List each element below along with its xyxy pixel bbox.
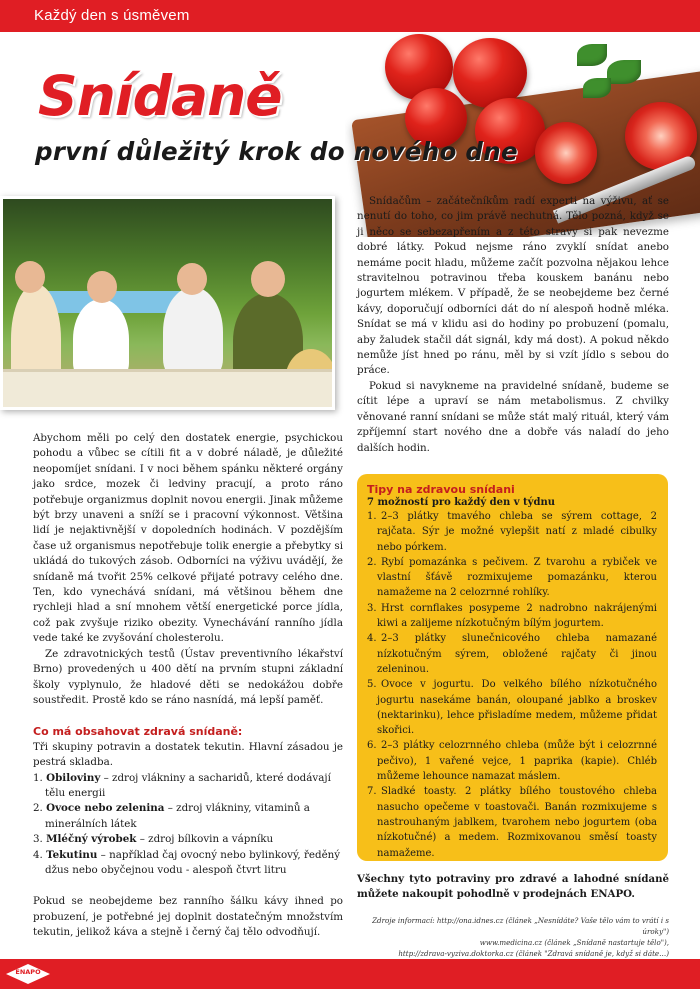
right-column-text [357,194,669,456]
basil-leaf [577,44,607,66]
coffee-note: Pokud se neobejdeme bez ranního šálku kávy ihned po probuzení, je potřebné jej doplnit dostatečným množstvím tekutin, jelikož káva a stejně i černý čaj tělo odvodňují. [33,895,343,939]
tip-item [367,631,657,677]
source-line: www.medicina.cz (článek „Snídaně nastartuje tělo"), [479,938,669,947]
page-subtitle: první důležitý krok do nového dne [35,137,518,166]
tip-text: Hrst cornflakes posypeme 2 nadrobno nakrájenými kiwi a zalijeme nízkotučným bílým jogurtem. [377,602,657,630]
list-item [33,832,343,847]
logo-text: ENAPO [15,968,41,976]
tip-item [367,784,657,860]
item-text: – zdroj vlákniny, vitaminů a minerálních látek [45,802,310,830]
tip-item [367,509,657,555]
item-number: 3. [33,833,43,846]
tips-list [367,509,657,861]
source-line: Zdroje informací: http://ona.idnes.cz (článek „Nesnídáte? Vaše tělo vám to vrátí i s úroky") [372,916,669,936]
paragraph: Snídačům – začátečníkům radí experti na výživu, ať se nenutí do toho, co jim právě nechutná. Tělo pozná, když se ji něco se sebezapřením a z této stravy si pak nevezme dobré látky. Pokud nejsme ráno zvyklí snídat anebo nemáme pocit hladu, můžeme začít pozvolna nějakou lehce stravitelnou potravinou třeba kouskem banánu nebo jogurtem mlékem. V případě, že se neobejdeme bez černé kávy, doporučují odborníci dát do ní alespoň hodně mléka. Snídat se má v klidu asi do hodiny po probuzení (pomalu, aby žaludek stačil dát signál, kdy má dost). A pokud někdo nemůže jíst hned po ránu, měl by si vzít jídlo s sebou do práce. [357,195,669,377]
item-text: – zdroj vlákniny a sacharidů, které dodávají tělu energii [45,771,331,799]
breakfast-table [3,369,335,410]
person-head [87,271,117,303]
person [73,299,129,379]
page-title: Snídaně [38,64,282,128]
basil-leaf [583,78,611,98]
header-bar [0,0,700,32]
item-number: 1. [33,771,43,784]
tip-number: 5. [367,679,377,691]
tip-item [367,555,657,601]
sources [357,915,669,959]
item-text: – například čaj ovocný nebo bylinkový, ředěný džus nebo obyčejnou vodu - alespoň čtvrt litru [45,848,341,876]
tip-text: 2–3 plátky slunečnicového chleba namazané nízkotučným sýrem, obložené rajčaty či jinou zeleninou. [377,633,657,675]
tip-number: 1. [367,511,377,522]
list-item [33,801,343,832]
tip-item [367,677,657,738]
item-name: Mléčný výrobek [46,833,137,846]
item-number: 2. [33,802,43,815]
item-number: 4. [33,848,43,861]
item-name: Obiloviny [46,771,101,784]
section-intro: Tři skupiny potravin a dostatek tekutin. Hlavní zásadou je pestrá skladba. [33,740,343,769]
left-column-text [33,431,343,941]
item-name: Tekutinu [46,848,98,861]
person-head [251,261,285,297]
tip-item [367,738,657,784]
item-name: Ovoce nebo zelenina [46,802,165,815]
tip-number: 7. [367,786,377,798]
basil-leaf [607,60,641,84]
tip-item [367,601,657,632]
paragraph: Ze zdravotnických testů (Ústav preventivního lékařství Brno) provedených u 400 dětí na prvním stupni základní školy vyplynulo, že hladové děti se nedokážou dobře soustředit. Prostě kdo se ráno nasnídá, má lepší paměť. [33,647,343,706]
tip-text: Ovoce v jogurtu. Do velkého bílého nízkotučného jogurtu nasekáme banán, oloupané jablko a broskev (nektarinku), lehce přisladíme medem, můžeme přidat skořici. [377,679,657,737]
item-text: – zdroj bílkovin a vápníku [136,833,274,846]
tip-number: 3. [367,602,377,614]
family-breakfast-photo [0,196,335,410]
source-line: http://zdrava-vyziva.doktorka.cz (článek "Zdravá snídaně je, když si dáte…) [398,949,669,958]
tip-text: Rybí pomazánka s pečivem. Z tvarohu a rybiček ve vlastní šťávě rozmixujeme pomazánku, kterou namažeme na 2 celozrnné rohlíky. [377,556,657,599]
tip-number: 4. [367,633,377,645]
tip-number: 2. [367,556,377,568]
paragraph: Pokud si navykneme na pravidelné snídaně, budeme se cítit lépe a upraví se nám metabolismus. Z chvilky věnované ranní snídani se může stát malý rituál, který vám zpříjemní start nového dne a dobře vás naladí do jeho dalších hodin. [357,379,669,454]
tip-text: 2–3 plátky celozrnného chleba (může být i celozrnné pečivo), 1 vařené vejce, 1 paprika (kapie). Chléb můžeme lehounce namazat máslem. [377,740,657,783]
tips-title: Tipy na zdravou snídani [367,483,515,496]
footer-bar [0,959,700,989]
person-head [15,261,45,293]
tip-number: 6. [367,740,377,752]
tip-text: 2–3 plátky tmavého chleba se sýrem cottage, 2 rajčata. Sýr je možné vylepšit natí z mladé cibulky nebo pórkem. [377,511,657,553]
food-groups-list [33,771,343,879]
tips-subtitle: 7 možností pro každý den v týdnu [367,497,555,508]
person-head [177,263,207,295]
person [163,287,223,377]
tips-box [357,474,668,861]
list-item [33,848,343,879]
tomato-half [535,122,597,184]
header-label: Každý den s úsměvem [34,7,190,24]
paragraph: Abychom měli po celý den dostatek energie, psychickou pohodu a vůbec se cítili fit a v dobré náladě, je důležité neopomíjet snídani. I v noci během spánku některé orgány jako srdce, mozek či ledviny pracují, a proto ráno potřebuje organizmus doplnit novou energii. Jinak můžeme být brzy unaveni a sníží se i pracovní výkonnost. Většina lidí je nejaktivnější v dopoledních hodinách. V pozdějším čase už organismus nepotřebuje tolik energie a přebytky si ukládá do tukových zásob. Odborníci na výživu uvádějí, že snídaně má tvořit 25% celkové přijaté potravy celého dne. Ten, kdo vynechává snídani, má většinou během dne rychleji hlad a sní mnohem větší energetické porce jídla, což pak zvyšuje riziko obezity. Vynechávání ranního jídla vede také ke zvyšování cholesterolu. [33,432,343,645]
list-item [33,771,343,802]
enapo-note: Všechny tyto potraviny pro zdravé a lahodné snídaně můžete nakoupit pohodlně v prodejnách ENAPO. [357,873,669,900]
section-heading: Co má obsahovat zdravá snídaně: [33,725,243,739]
tip-text: Sladké toasty. 2 plátky bílého toustového chleba nasucho opečeme v toastovači. Banán rozmixujeme s nastrouhaným jablkem, tvarohem nebo jogurtem (oba nízkotučné) a medem. Rozmixovanou směsí toasty namažeme. [377,786,657,859]
